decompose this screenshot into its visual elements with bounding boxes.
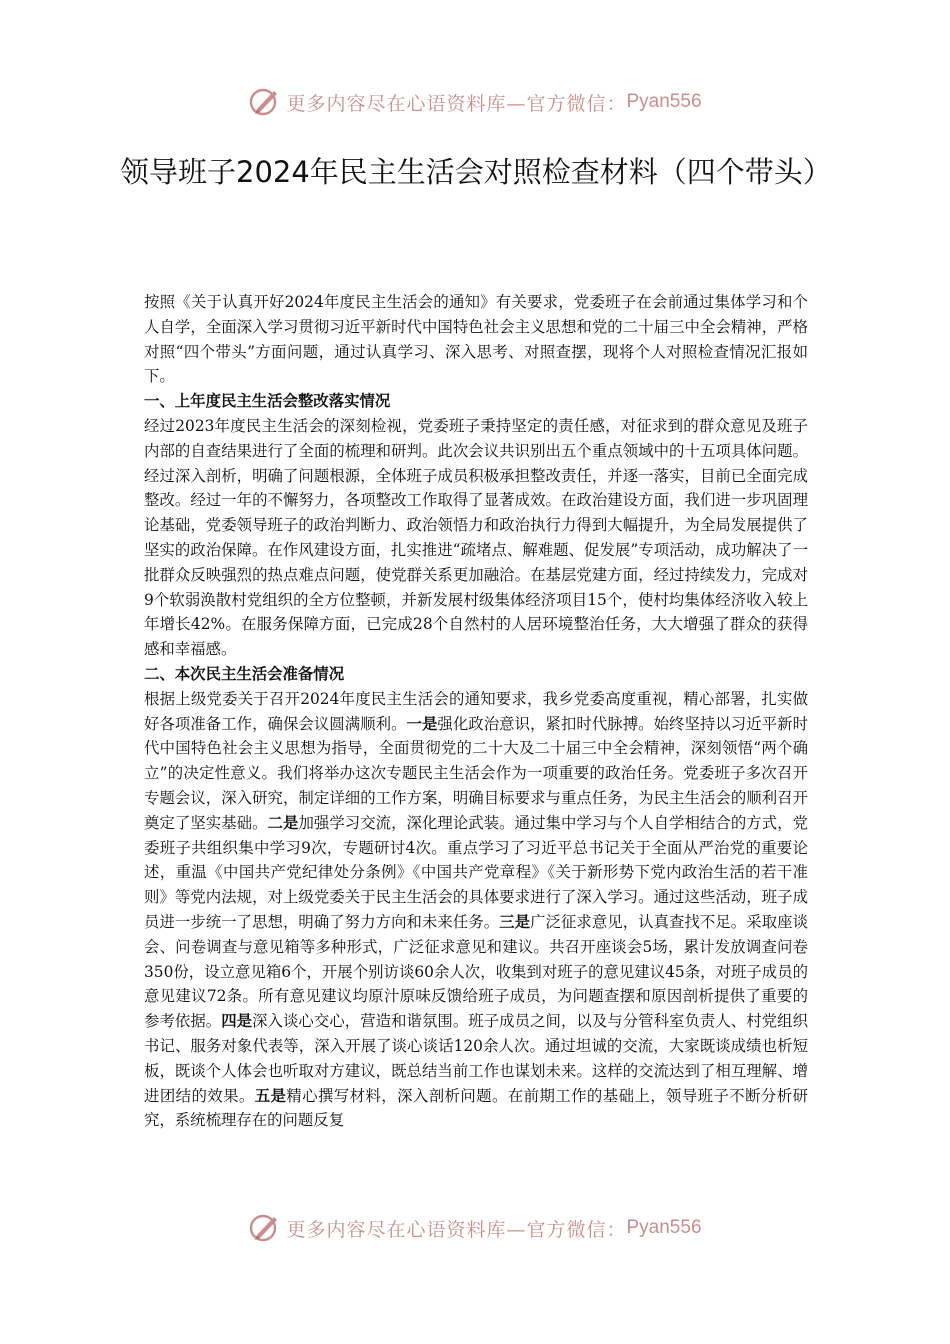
pen-logo-icon (248, 1211, 282, 1245)
point-2-text: 加强学习交流，深化理论武装。通过集中学习与个人自学相结合的方式，党委班子共组织集中学习9次，专题研讨4次。重点学习了习近平总书记关于全面从严治党的重要论述，重温《中国共产党纪律处分条例》《中国共产党章程》《关于新形势下党内政治生活的若干准则》等党内法规，对上级党委关于民主生活会的具体要求进行了深入学习。通过这些活动，班子成员进一步统一了思想，明确了努力方向和未来任务。 (144, 813, 808, 931)
document-title: 领导班子2024年民主生活会对照检查材料（四个带头） (120, 155, 832, 189)
section-2-heading: 二、本次民主生活会准备情况 (144, 664, 345, 683)
watermark-header (0, 82, 950, 122)
point-3-keyword: 三是 (499, 912, 531, 931)
document-body (144, 290, 808, 1133)
point-1-text: 强化政治意识，紧扣时代脉搏。始终坚持以习近平新时代中国特色社会主义思想为指导，全面贯彻党的二十大及二十届三中全会精神，深刻领悟“两个确立”的决定性意义。我们将举办这次专题民主生活会作为一项重要的政治任务。党委班子多次召开专题会议，深入研究，制定详细的工作方案，明确目标要求与重点任务，为民主生活会的顺利召开奠定了坚实基础。 (144, 714, 808, 832)
intro-paragraph: 按照《关于认真开好2024年度民主生活会的通知》有关要求，党委班子在会前通过集体学习和个人自学，全面深入学习贯彻习近平新时代中国特色社会主义思想和党的二十届三中全会精神，严格对照“四个带头”方面问题，通过认真学习、深入思考、对照查摆，现将个人对照检查情况汇报如下。 (144, 293, 808, 386)
watermark-wechat-id: Pyan556 (626, 1217, 702, 1238)
point-5-keyword: 五是 (254, 1086, 287, 1105)
watermark-wechat-id: Pyan556 (626, 91, 702, 112)
watermark-text: 更多内容尽在心语资料库—官方微信： (286, 1218, 627, 1241)
point-3-text: 广泛征求意见，认真查找不足。采取座谈会、问卷调查与意见箱等多种形式，广泛征求意见和建议。共召开座谈会5场，累计发放调查问卷350份，设立意见箱6个，开展个别访谈60余人次，收集到对班子的意见建议45条，对班子成员的意见建议72条。所有意见建议均原汁原味反馈给班子成员，为问题查摆和原因剖析提供了重要的参考依据。 (144, 912, 808, 1031)
section-2-lead: 根据上级党委关于召开2024年度民主生活会的通知要求，我乡党委高度重视，精心部署，扎实做好各项准备工作，确保会议圆满顺利。 (144, 689, 808, 733)
section-1-heading: 一、上年度民主生活会整改落实情况 (144, 392, 391, 411)
point-1-keyword: 一是 (406, 714, 438, 733)
watermark-text: 更多内容尽在心语资料库—官方微信： (286, 92, 627, 115)
point-5-text: 精心撰写材料，深入剖析问题。在前期工作的基础上，领导班子不断分析研究，系统梳理存在的问题反复 (144, 1086, 808, 1130)
point-4-keyword: 四是 (221, 1012, 253, 1031)
section-1-paragraph: 经过2023年度民主生活会的深刻检视，党委班子秉持坚定的责任感，对征求到的群众意见及班子内部的自查结果进行了全面的梳理和研判。此次会议共识别出五个重点领域中的十五项具体问题。经过深入剖析，明确了问题根源，全体班子成员积极承担整改责任，并逐一落实，目前已全面完成整改。经过一年的不懈努力，各项整改工作取得了显著成效。在政治建设方面，我们进一步巩固理论基础，党委领导班子的政治判断力、政治领悟力和政治执行力得到大幅提升，为全局发展提供了坚实的政治保障。在作风建设方面，扎实推进“疏堵点、解难题、促发展”专项活动，成功解决了一批群众反映强烈的热点难点问题，使党群关系更加融洽。在基层党建方面，经过持续发力，完成对9个软弱涣散村党组织的全方位整顿，并新发展村级集体经济项目15个，使村均集体经济收入较上年增长42%。在服务保障方面，已完成28个自然村的人居环境整治任务，大大增强了群众的获得感和幸福感。 (144, 416, 808, 659)
watermark-footer (0, 1208, 950, 1248)
section-2-paragraph (144, 687, 808, 1133)
pen-logo-icon (248, 85, 282, 119)
point-4-text: 深入谈心交心，营造和谐氛围。班子成员之间，以及与分管科室负责人、村党组织书记、服务对象代表等，深入开展了谈心谈话120余人次。通过坦诚的交流，大家既谈成绩也析短板，既谈个人体会也听取对方建议，既总结当前工作也谋划未来。这样的交流达到了相互理解、增进团结的效果。 (144, 1012, 808, 1105)
point-2-keyword: 二是 (267, 813, 299, 832)
